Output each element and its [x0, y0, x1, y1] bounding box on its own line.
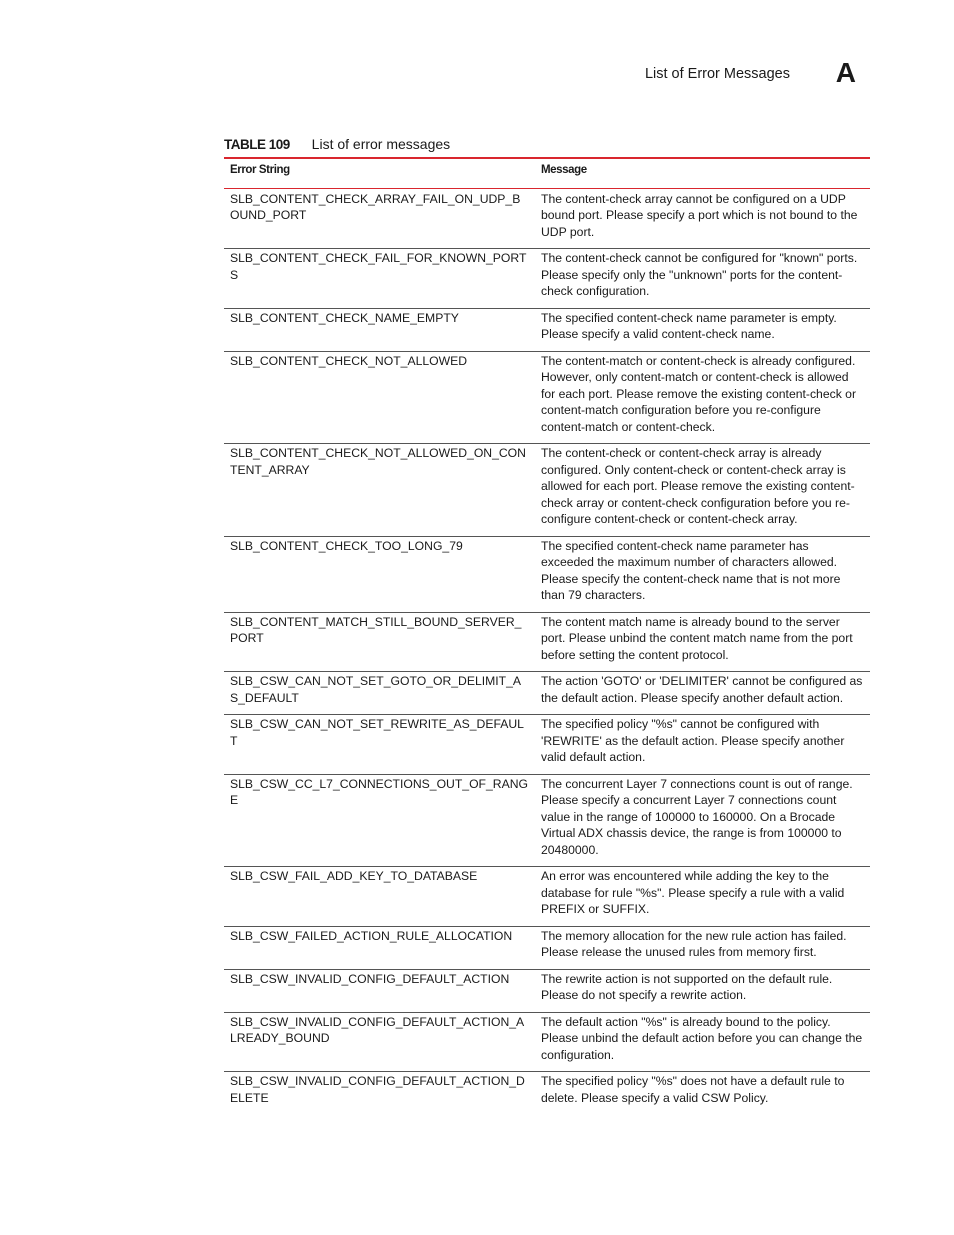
error-string-cell: SLB_CSW_INVALID_CONFIG_DEFAULT_ACTION_DELETE [230, 1074, 525, 1105]
message-cell: An error was encountered while adding the key to the database for rule "%s". Please specify a rule with a valid PREFIX or SUFFIX. [535, 867, 870, 927]
message-cell: The specified content-check name parameter has exceeded the maximum number of characters allowed. Please specify the content-check name that is not more than 79 characters. [535, 536, 870, 612]
error-string-cell: SLB_CSW_INVALID_CONFIG_DEFAULT_ACTION [224, 969, 535, 1012]
table-row [224, 249, 870, 309]
table-row [224, 444, 870, 537]
message-cell: The content-check cannot be configured for "known" ports. Please specify only the "unknown" ports for the content-check configuration. [535, 249, 870, 309]
message-cell: The content-match or content-check is already configured. However, only content-match or content-check is allowed for each port. Please remove the existing content-check or content-match configuration before you re-configure content-match or content-check. [535, 351, 870, 444]
message-cell: The specified policy "%s" cannot be configured with 'REWRITE' as the default action. Please specify another valid default action. [535, 715, 870, 775]
table-row [224, 672, 870, 715]
error-string-cell: SLB_CONTENT_CHECK_NAME_EMPTY [224, 308, 535, 351]
message-cell: The default action "%s" is already bound to the policy. Please unbind the default action before you can change the configuration. [535, 1012, 870, 1072]
error-string-cell: SLB_CONTENT_CHECK_ARRAY_FAIL_ON_UDP_BOUND_PORT [224, 188, 535, 249]
error-string-cell: SLB_CONTENT_MATCH_STILL_BOUND_SERVER_PORT [224, 612, 535, 672]
table-row [224, 774, 870, 867]
table-row [224, 1012, 870, 1072]
error-string-cell: SLB_CSW_CAN_NOT_SET_REWRITE_AS_DEFAULT [224, 715, 535, 775]
message-cell: The content-check array cannot be configured on a UDP bound port. Please specify a port which is not bound to the UDP port. [535, 188, 870, 249]
error-string-cell: SLB_CSW_FAIL_ADD_KEY_TO_DATABASE [224, 867, 535, 927]
column-header-error-string: Error String [224, 158, 535, 188]
table-row [224, 926, 870, 969]
message-cell: The rewrite action is not supported on the default rule. Please do not specify a rewrite action. [535, 969, 870, 1012]
table-row [224, 536, 870, 612]
error-string-cell: SLB_CONTENT_CHECK_FAIL_FOR_KNOWN_PORTS [224, 249, 535, 309]
table-row [224, 1072, 870, 1115]
table-header-row [224, 158, 870, 188]
error-string-cell: SLB_CSW_FAILED_ACTION_RULE_ALLOCATION [224, 926, 535, 969]
error-string-cell: SLB_CSW_CC_L7_CONNECTIONS_OUT_OF_RANGE [224, 774, 535, 867]
message-cell: The action 'GOTO' or 'DELIMITER' cannot be configured as the default action. Please specify another default action. [535, 672, 870, 715]
error-string-cell: SLB_CONTENT_CHECK_TOO_LONG_79 [224, 536, 535, 612]
message-cell: The memory allocation for the new rule action has failed. Please release the unused rules from memory first. [535, 926, 870, 969]
table-row [224, 715, 870, 775]
running-header [560, 57, 860, 88]
message-cell: The specified policy "%s" does not have a default rule to delete. Please specify a valid CSW Policy. [541, 1074, 845, 1105]
section-title: List of Error Messages [644, 66, 790, 82]
table-caption-title: List of error messages [311, 136, 451, 152]
message-cell: The content-check or content-check array is already configured. Only content-check or content-check array is allowed for each port. Please remove the existing content-check array or content-check configuration before you re-configure content-check or content-check array. [535, 444, 870, 537]
table-row [224, 188, 870, 249]
table-row [224, 612, 870, 672]
table-body [224, 188, 870, 1114]
table-caption-label: TABLE 109 [224, 137, 290, 152]
message-cell: The content match name is already bound to the server port. Please unbind the content match name from the port before setting the content protocol. [535, 612, 870, 672]
table-row [224, 308, 870, 351]
table-row [224, 969, 870, 1012]
error-string-cell: SLB_CSW_INVALID_CONFIG_DEFAULT_ACTION_ALREADY_BOUND [224, 1012, 535, 1072]
error-string-cell: SLB_CONTENT_CHECK_NOT_ALLOWED_ON_CONTENT_ARRAY [224, 444, 535, 537]
message-cell: The concurrent Layer 7 connections count is out of range. Please specify a concurrent Layer 7 connections count value in the range of 100000 to 160000. On a Brocade Virtual ADX chassis device, the range is from 100000 to 20480000. [535, 774, 870, 867]
table-row [224, 351, 870, 444]
appendix-letter: A [835, 57, 856, 88]
table-caption [224, 136, 450, 152]
table-row [224, 867, 870, 927]
error-messages-table [224, 157, 870, 1114]
message-cell: The specified content-check name parameter is empty. Please specify a valid content-check name. [535, 308, 870, 351]
column-header-message: Message [535, 158, 870, 188]
error-string-cell: SLB_CSW_CAN_NOT_SET_GOTO_OR_DELIMIT_AS_DEFAULT [224, 672, 535, 715]
error-string-cell: SLB_CONTENT_CHECK_NOT_ALLOWED [224, 351, 535, 444]
